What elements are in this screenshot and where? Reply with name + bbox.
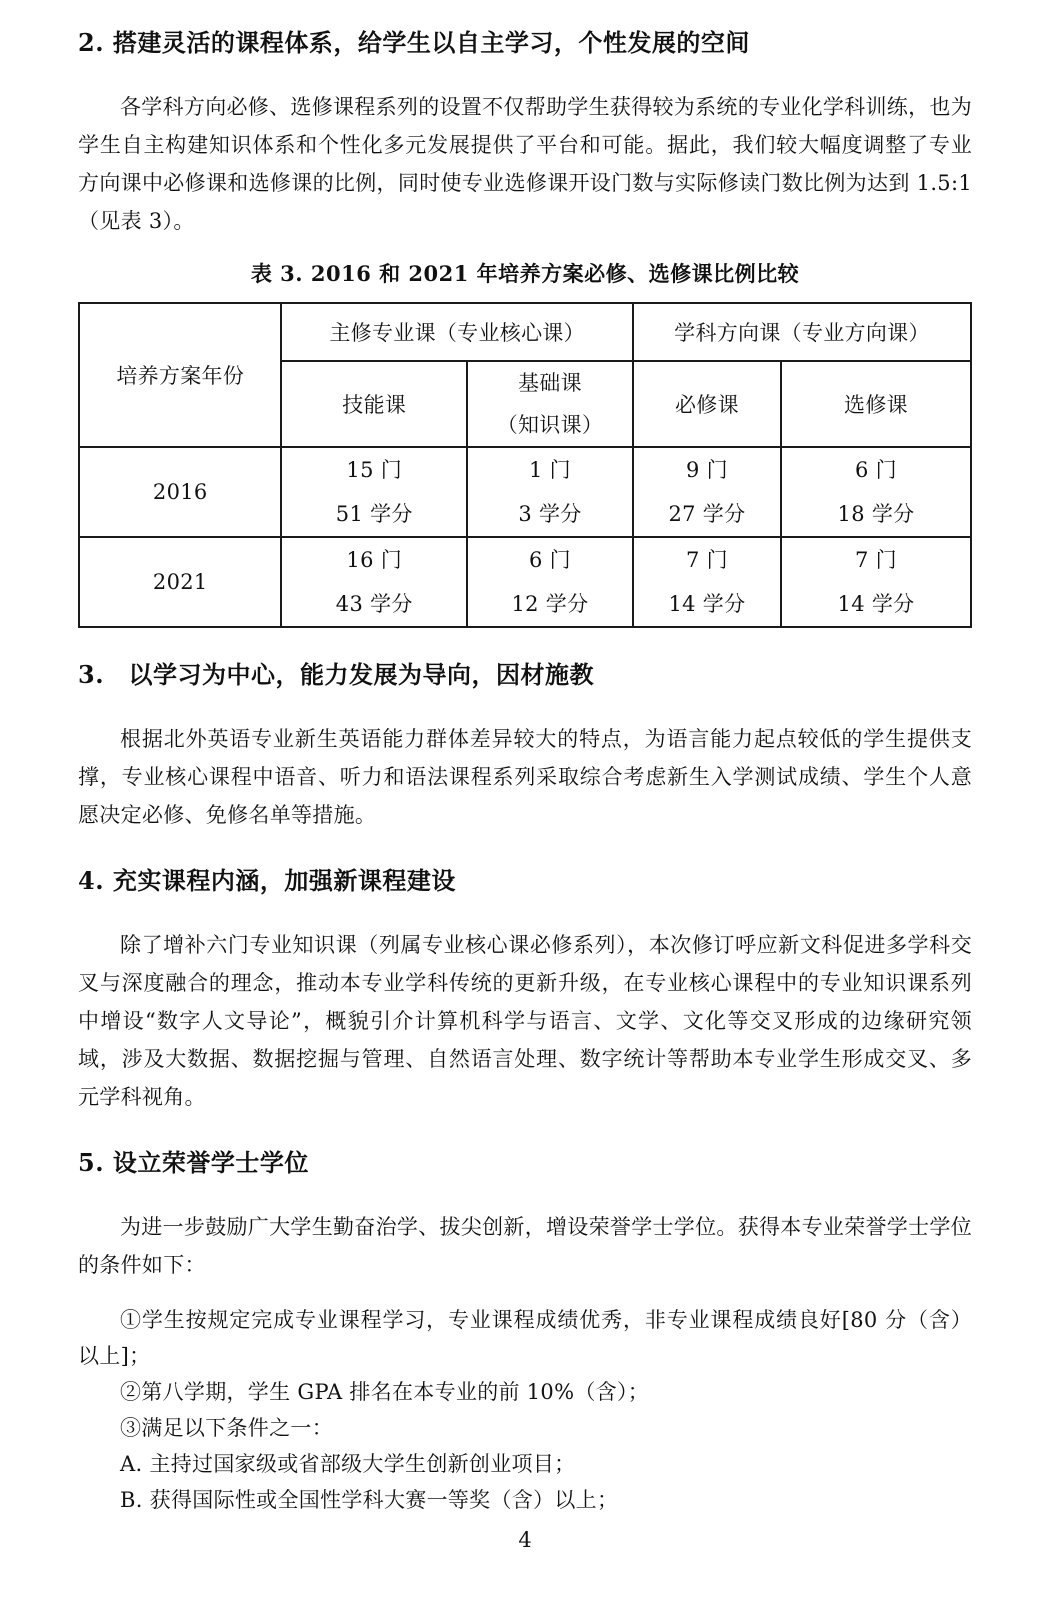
- courses-count: 7 门: [685, 548, 728, 572]
- credits-count: 51 学分: [335, 502, 413, 526]
- courses-count: 6 门: [855, 458, 897, 482]
- table-header-direction-group: 学科方向课（专业方向课）: [633, 303, 971, 361]
- required-cell: [633, 537, 781, 627]
- courses-count: 16 门: [346, 548, 403, 572]
- credits-count: 18 学分: [837, 502, 915, 526]
- section-4-paragraph: 除了增补六门专业知识课（列属专业核心课必修系列），本次修订呼应新文科促进多学科交叉与深度融合的理念，推动本专业学科传统的更新升级，在专业核心课程中的专业知识课系列中增设“数字人文导论”，概貌引介计算机科学与语言、文学、文化等交叉形成的边缘研究领域，涉及大数据、数据挖掘与管理、自然语言处理、数字统计等帮助本专业学生形成交叉、多元学科视角。: [78, 933, 972, 1109]
- honor-condition-1: ①学生按规定完成专业课程学习，专业课程成绩优秀，非专业课程成绩良好[80 分（含）以上]；: [78, 1308, 972, 1368]
- courses-count: 7 门: [855, 548, 897, 572]
- honor-condition-3a: A. 主持过国家级或省部级大学生创新创业项目；: [120, 1452, 576, 1476]
- required-cell: [633, 447, 781, 537]
- curriculum-comparison-table: [78, 302, 972, 628]
- honor-condition-3: ③满足以下条件之一：: [120, 1416, 333, 1440]
- section-2-paragraph: 各学科方向必修、选修课程系列的设置不仅帮助学生获得较为系统的专业化学科训练，也为学生自主构建知识体系和个性化多元发展提供了平台和可能。据此，我们较大幅度调整了专业方向课中必修课和选修课的比例，同时使专业选修课开设门数与实际修读门数比例为达到 1.5:1（见表 3）。: [78, 95, 972, 233]
- year-cell: 2016: [79, 447, 281, 537]
- section-2-heading: 2. 搭建灵活的课程体系，给学生以自主学习，个性发展的空间: [78, 28, 750, 57]
- courses-count: 6 门: [528, 548, 571, 572]
- courses-count: 1 门: [528, 458, 571, 482]
- table-header-year-col: 培养方案年份: [79, 303, 281, 447]
- skill-cell: [281, 447, 467, 537]
- table-header-group-row: [79, 303, 971, 361]
- honor-conditions-list: [78, 1302, 972, 1518]
- credits-count: 14 学分: [837, 592, 915, 616]
- table-header-foundation-line2: （知识课）: [496, 413, 604, 437]
- foundation-cell: [467, 447, 633, 537]
- honor-condition-3b: B. 获得国际性或全国性学科大赛一等奖（含）以上；: [120, 1488, 619, 1512]
- foundation-cell: [467, 537, 633, 627]
- section-5-paragraph: 为进一步鼓励广大学生勤奋治学、拔尖创新，增设荣誉学士学位。获得本专业荣誉学士学位的条件如下：: [78, 1215, 972, 1277]
- credits-count: 3 学分: [518, 502, 582, 526]
- courses-count: 15 门: [346, 458, 403, 482]
- table-header-core-group: 主修专业课（专业核心课）: [281, 303, 632, 361]
- section-5-heading: 5. 设立荣誉学士学位: [78, 1148, 309, 1177]
- table-header-foundation-line1: 基础课: [518, 371, 582, 395]
- page-number: 4: [518, 1528, 532, 1552]
- table-header-required: 必修课: [633, 361, 781, 447]
- section-4-heading: 4. 充实课程内涵，加强新课程建设: [78, 866, 456, 895]
- skill-cell: [281, 537, 467, 627]
- elective-cell: [781, 447, 971, 537]
- table-header-elective: 选修课: [781, 361, 971, 447]
- courses-count: 9 门: [685, 458, 728, 482]
- table-header-foundation: [467, 361, 633, 447]
- credits-count: 12 学分: [511, 592, 589, 616]
- section-3-heading: 3. 以学习为中心，能力发展为导向，因材施教: [78, 660, 595, 689]
- credits-count: 43 学分: [335, 592, 413, 616]
- section-3-paragraph: 根据北外英语专业新生英语能力群体差异较大的特点，为语言能力起点较低的学生提供支撑，专业核心课程中语音、听力和语法课程系列采取综合考虑新生入学测试成绩、学生个人意愿决定必修、免修名单等措施。: [78, 727, 972, 827]
- table-row-2021: [79, 537, 971, 627]
- honor-condition-2: ②第八学期，学生 GPA 排名在本专业的前 10%（含）；: [120, 1380, 650, 1404]
- elective-cell: [781, 537, 971, 627]
- credits-count: 27 学分: [668, 502, 746, 526]
- year-cell: 2021: [79, 537, 281, 627]
- table-caption: 表 3. 2016 和 2021 年培养方案必修、选修课比例比较: [250, 261, 800, 286]
- table-header-skill: 技能课: [281, 361, 467, 447]
- table-row-2016: [79, 447, 971, 537]
- credits-count: 14 学分: [668, 592, 746, 616]
